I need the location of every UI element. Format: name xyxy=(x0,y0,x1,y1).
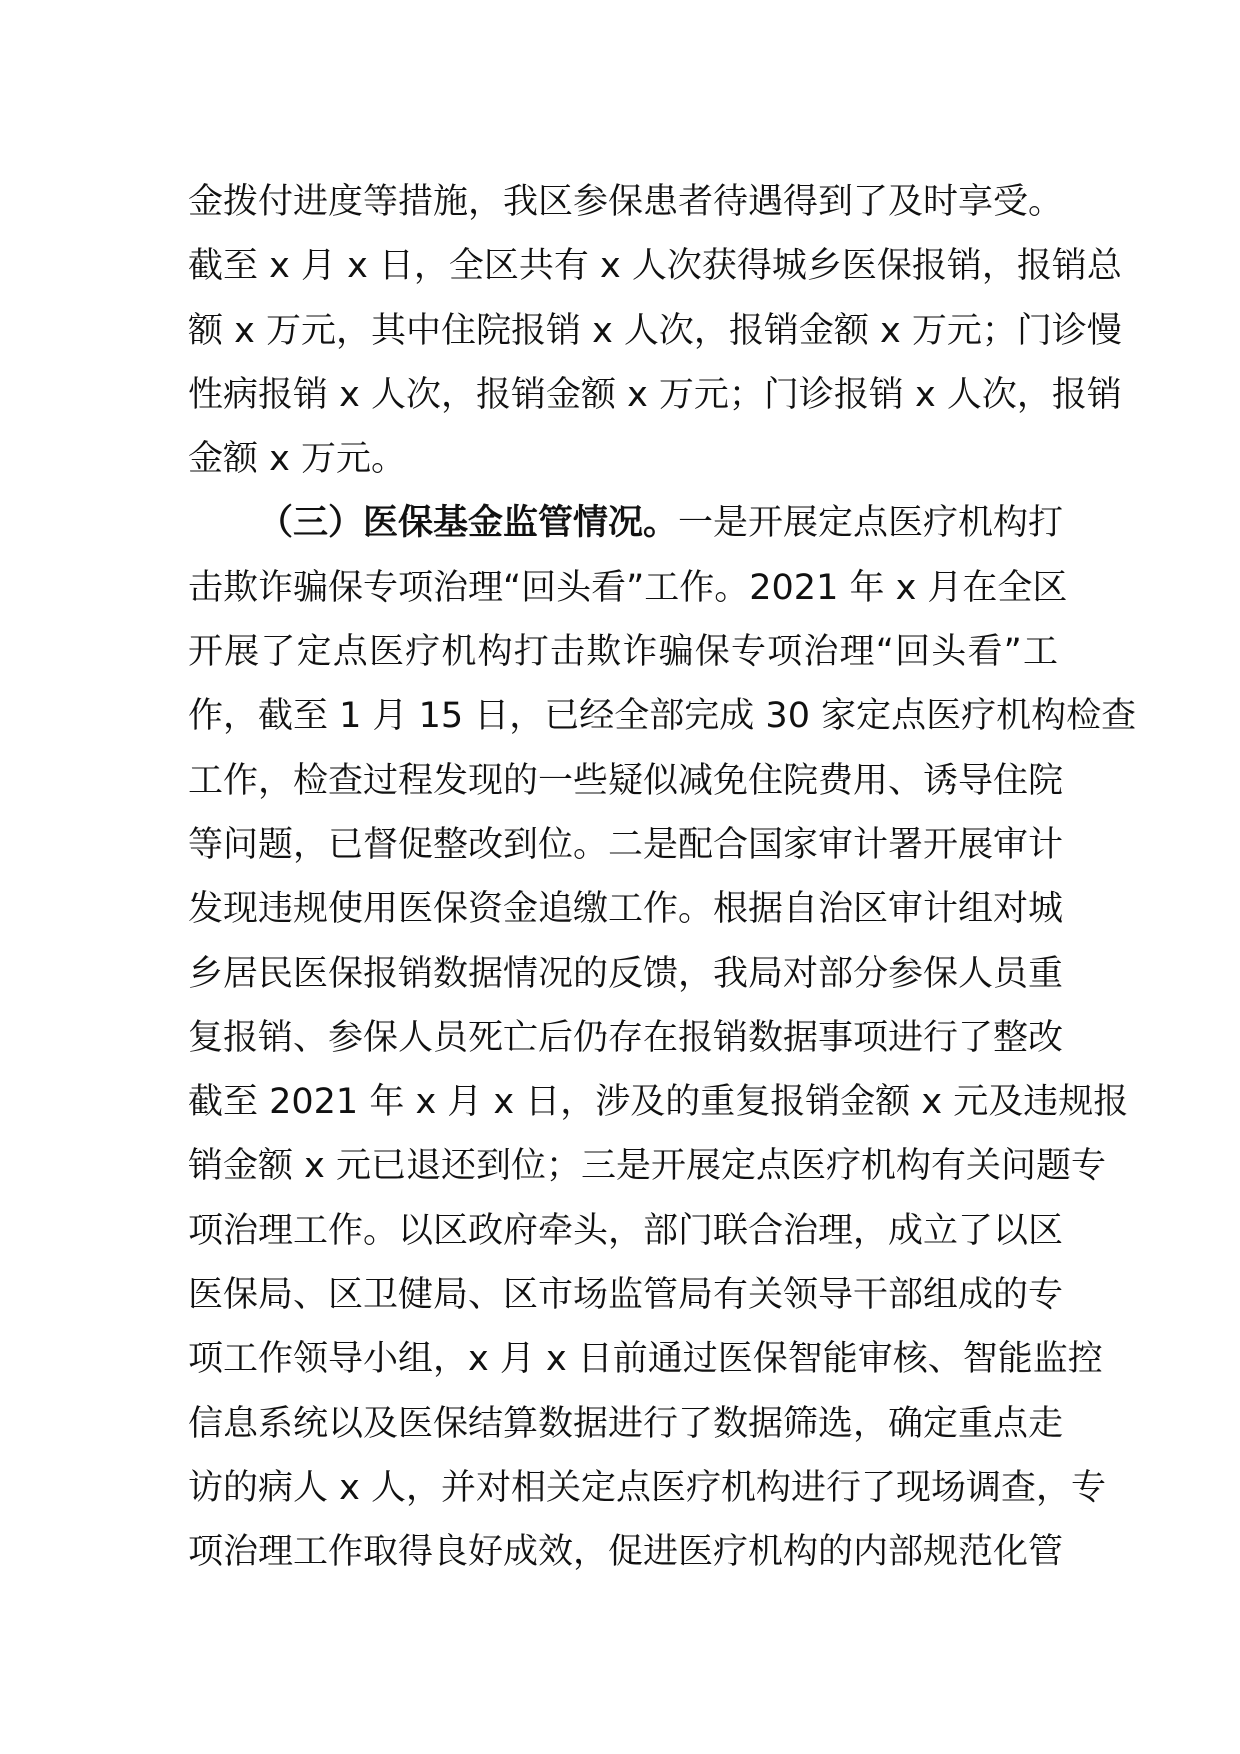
text-line: 截至 2021 年 x 月 x 日，涉及的重复报销金额 x 元及违规报 xyxy=(188,1082,1129,1123)
heading-line-rest: 一是开展定点医疗机构打 xyxy=(678,503,1064,544)
document-body xyxy=(188,170,1137,1585)
text-line: 金额 x 万元。 xyxy=(188,439,406,480)
text-line: 发现违规使用医保资金追缴工作。根据自治区审计组对城 xyxy=(188,889,1064,930)
text-line: 销金额 x 元已退还到位；三是开展定点医疗机构有关问题专 xyxy=(188,1146,1106,1187)
text-line: 性病报销 x 人次，报销金额 x 万元；门诊报销 x 人次，报销 xyxy=(188,374,1122,415)
text-line: 截至 x 月 x 日，全区共有 x 人次获得城乡医保报销，报销总 xyxy=(188,246,1122,287)
text-line: 金拨付进度等措施，我区参保患者待遇得到了及时享受。 xyxy=(188,182,1064,222)
text-line: 项治理工作取得良好成效，促进医疗机构的内部规范化管 xyxy=(188,1532,1064,1573)
text-line: 等问题，已督促整改到位。二是配合国家审计署开展审计 xyxy=(188,824,1064,865)
text-line: 信息系统以及医保结算数据进行了数据筛选，确定重点走 xyxy=(188,1403,1064,1444)
text-line: 乡居民医保报销数据情况的反馈，我局对部分参保人员重 xyxy=(188,953,1064,994)
text-line: 工作，检查过程发现的一些疑似减免住院费用、诱导住院 xyxy=(188,760,1064,801)
paragraph-benefits xyxy=(188,170,1122,491)
text-line: 复报销、参保人员死亡后仍存在报销数据事项进行了整改 xyxy=(188,1017,1064,1058)
section-heading: （三）医保基金监管情况。 xyxy=(258,503,679,544)
text-line: 项治理工作。以区政府牵头，部门联合治理，成立了以区 xyxy=(188,1210,1064,1251)
text-line: 额 x 万元，其中住院报销 x 人次，报销金额 x 万元；门诊慢 xyxy=(188,310,1122,351)
text-line: 开展了定点医疗机构打击欺诈骗保专项治理“回头看”工 xyxy=(188,632,1058,673)
paragraph-fund-supervision xyxy=(188,491,1137,1584)
text-line: 医保局、区卫健局、区市场监管局有关领导干部组成的专 xyxy=(188,1275,1064,1316)
text-line: 访的病人 x 人，并对相关定点医疗机构进行了现场调查，专 xyxy=(188,1467,1106,1508)
text-line: 项工作领导小组，x 月 x 日前通过医保智能审核、智能监控 xyxy=(188,1339,1103,1380)
text-line xyxy=(188,491,1064,555)
text-line: 作，截至 1 月 15 日，已经全部完成 30 家定点医疗机构检查 xyxy=(188,696,1137,737)
text-line: 击欺诈骗保专项治理“回头看”工作。2021 年 x 月在全区 xyxy=(188,567,1068,608)
